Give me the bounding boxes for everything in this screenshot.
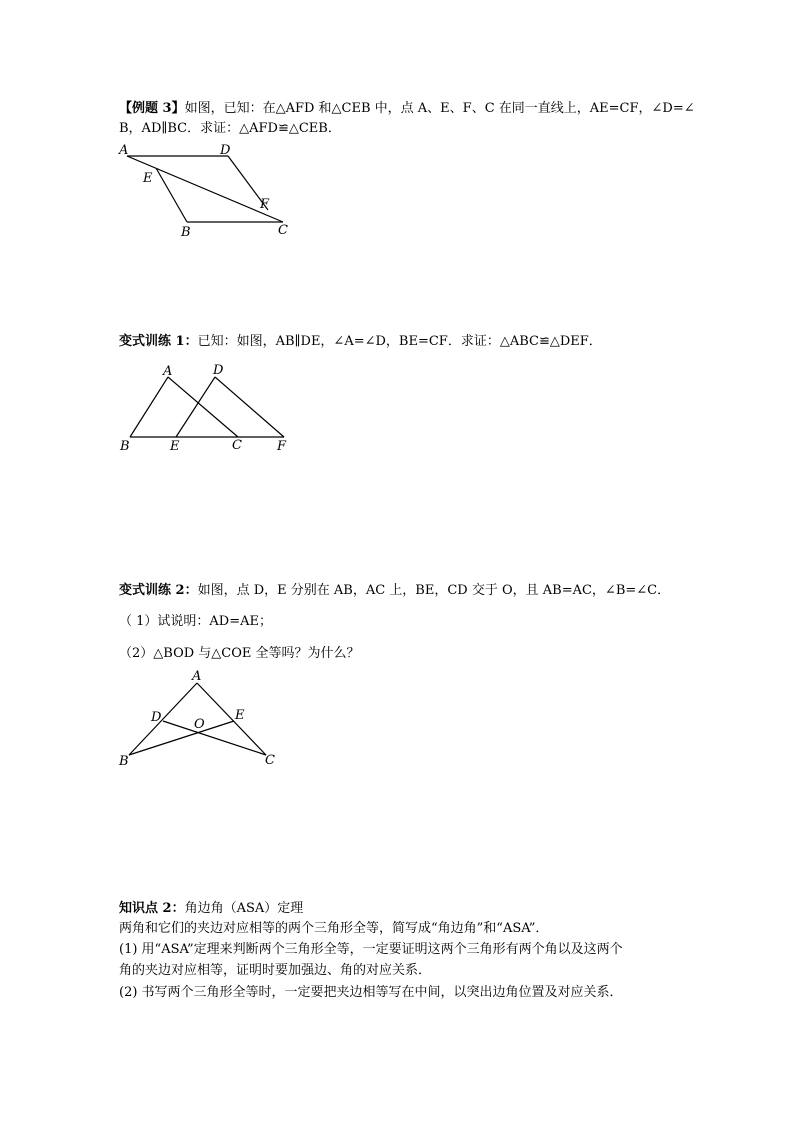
segment-df	[215, 377, 284, 437]
variant1-text: 已知：如图，AB∥DE，∠A=∠D，BE=CF．求证：△ABC≌△DEF．	[197, 334, 602, 349]
point-label-e: E	[143, 171, 153, 186]
point-label-c: C	[265, 753, 275, 768]
variant2-text: 如图，点 D，E 分别在 AB，AC 上，BE，CD 交于 O，且 AB=AC，∠B=∠C．	[197, 583, 671, 598]
point-label-b: B	[181, 225, 191, 240]
point-label-c: C	[232, 438, 242, 453]
point-label-a: A	[119, 143, 129, 158]
knowledge2-label: 知识点 2：	[119, 901, 185, 916]
example3-text: 如图，已知：在△AFD 和△CEB 中，点 A、E、F、C 在同一直线上，AE=CF，∠D=∠	[184, 101, 695, 116]
variant2-label: 变式训练 2：	[119, 583, 198, 598]
knowledge2-line4: (2) 书写两个三角形全等时，一定要把夹边相等写在中间，以突出边角位置及对应关系．	[119, 985, 623, 1000]
point-label-d: D	[213, 363, 224, 378]
segment-ab	[130, 377, 168, 437]
point-label-b: B	[120, 439, 130, 454]
point-label-d: D	[151, 710, 162, 725]
example3-figure	[110, 138, 310, 238]
segment-ac	[168, 377, 238, 437]
variant2-question-2: （2）△BOD 与△COE 全等吗？为什么？	[119, 646, 360, 661]
segment-eb	[156, 168, 187, 222]
variant2-figure	[110, 666, 290, 776]
variant1-figure	[110, 358, 310, 458]
segment-ac	[127, 156, 283, 222]
example3-line1	[119, 100, 695, 117]
variant1-label: 变式训练 1：	[119, 334, 198, 349]
knowledge2-heading	[119, 900, 303, 917]
point-label-c: C	[278, 223, 288, 238]
point-label-e: E	[235, 708, 245, 723]
point-label-b: B	[119, 754, 129, 769]
knowledge2-line3: 角的夹边对应相等，证明时要加强边、角的对应关系．	[119, 963, 432, 978]
knowledge2-line2: (1) 用“ASA”定理来判断两个三角形全等，一定要证明这两个三角形有两个角以及这两个	[119, 942, 623, 957]
point-label-a: A	[163, 364, 173, 379]
example3-line2: B，AD∥BC．求证：△AFD≌△CEB．	[119, 121, 341, 136]
point-label-a: A	[192, 669, 202, 684]
point-label-f: F	[260, 197, 270, 212]
point-label-f: F	[277, 439, 287, 454]
point-label-d: D	[220, 143, 231, 158]
segment-cd	[163, 721, 266, 755]
variant2-question-1: （ 1）试说明：AD=AE；	[119, 614, 272, 629]
example3-label: 【例题 3】	[119, 101, 185, 116]
variant1-line	[119, 333, 602, 350]
variant2-line	[119, 582, 670, 599]
knowledge2-title: 角边角（ASA）定理	[184, 901, 304, 916]
segment-ed	[176, 377, 215, 437]
point-label-o: O	[194, 717, 205, 732]
knowledge2-line1: 两角和它们的夹边对应相等的两个三角形全等，简写成“角边角”和“ASA”．	[119, 921, 549, 936]
point-label-e: E	[170, 439, 180, 454]
